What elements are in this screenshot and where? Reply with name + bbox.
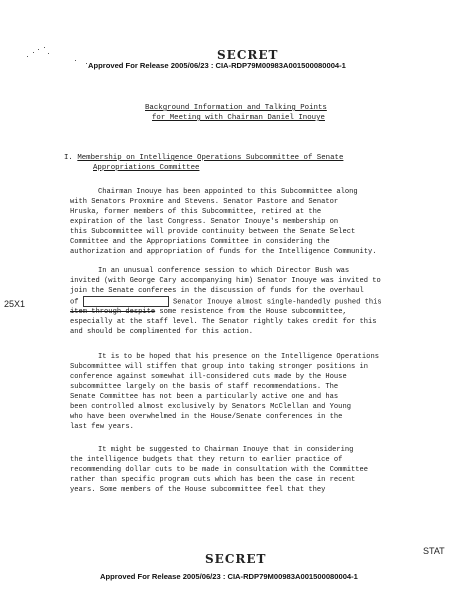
redaction-box bbox=[83, 296, 169, 307]
paragraph-line: last few years. bbox=[70, 423, 134, 431]
paragraph-line: rather than specific program cuts which has been the case in recent bbox=[70, 476, 356, 484]
paragraph-line: been controlled almost exclusively by Senators McClellan and Young bbox=[70, 403, 351, 411]
paragraph-line: subcommittee largely on the basis of staff recommendations. The bbox=[70, 383, 339, 391]
section-heading-line-2: Appropriations Committee bbox=[93, 164, 200, 172]
paragraph-line: recommending dollar cuts to be made in consultation with the Committee bbox=[70, 466, 368, 474]
paragraph-line: In an unusual conference session to which Director Bush was bbox=[98, 267, 350, 275]
paragraph-line: this Subcommittee will provide continuity between the Senate Select bbox=[70, 228, 356, 236]
document-title-line-2: for Meeting with Chairman Daniel Inouye bbox=[152, 114, 325, 122]
paragraph-1 bbox=[70, 187, 377, 257]
paragraph-line: Chairman Inouye has been appointed to this Subcommittee along bbox=[98, 188, 358, 196]
paragraph-line: especially at the staff level. The Senator rightly takes credit for this bbox=[70, 318, 377, 327]
paragraph-line-with-redaction bbox=[70, 296, 382, 307]
line-fragment: some resistence from the House subcommittee, bbox=[155, 308, 347, 317]
paragraph-line: and should be complimented for this action. bbox=[70, 328, 254, 337]
section-heading-line-1: Membership on Intelligence Operations Subcommittee of Senate bbox=[77, 154, 344, 162]
document-title-line-1: Background Information and Talking Points bbox=[145, 104, 327, 112]
paragraph-line: It is to be hoped that his presence on the Intelligence Operations bbox=[98, 353, 379, 361]
section-heading-cont bbox=[93, 164, 199, 172]
paragraph-line: Subcommittee will stiffen that group into taking stronger positions in bbox=[70, 363, 368, 371]
section-heading bbox=[64, 154, 343, 162]
line-fragment: of bbox=[70, 298, 79, 307]
margin-note-right: STAT bbox=[423, 546, 445, 556]
paragraph-line: conference against somewhat ill-considered cuts made by the House bbox=[70, 373, 347, 381]
paragraph-line: years. Some members of the House subcommittee feel that they bbox=[70, 486, 326, 494]
struck-text: item through despite bbox=[70, 308, 156, 317]
paragraph-line bbox=[70, 307, 382, 317]
paragraph-line: with Senators Proxmire and Stevens. Senator Pastore and Senator bbox=[70, 198, 339, 206]
paragraph-4 bbox=[70, 445, 368, 495]
security-stamp-top: SECRET bbox=[217, 48, 279, 62]
paragraph-2 bbox=[70, 266, 382, 337]
paragraph-line: invited (with George Cary accompanying him) Senator Inouye was invited to bbox=[70, 277, 381, 285]
paragraph-line: who have been overwhelmed in the House/Senate conferences in the bbox=[70, 413, 343, 421]
paragraph-line: Senate Committee has not been a particularly active one and has bbox=[70, 393, 339, 401]
release-line-top: Approved For Release 2005/06/23 : CIA-RDP79M00983A001500080004-1 bbox=[88, 61, 346, 70]
paragraph-line: It might be suggested to Chairman Inouye that in considering bbox=[98, 446, 354, 454]
release-line-bottom: Approved For Release 2005/06/23 : CIA-RDP79M00983A001500080004-1 bbox=[100, 572, 358, 581]
paragraph-line: Committee and the Appropriations Committee in considering the bbox=[70, 238, 330, 246]
security-stamp-bottom: SECRET bbox=[205, 552, 267, 566]
paragraph-line: authorization and appropriation of funds for the Intelligence Community. bbox=[70, 248, 377, 256]
line-fragment: Senator Inouye almost single-handedly pushed this bbox=[173, 298, 382, 307]
paragraph-line: expiration of the last Congress. Senator Inouye's membership on bbox=[70, 218, 339, 226]
paragraph-line: the intelligence budgets that they return to earlier practice of bbox=[70, 456, 343, 464]
paragraph-line: join the Senate conferees in the discussion of funds for the overhaul bbox=[70, 287, 364, 295]
section-number: I. bbox=[64, 154, 73, 162]
paragraph-3 bbox=[70, 352, 379, 432]
margin-note-left: 25X1 bbox=[4, 299, 26, 309]
paragraph-line: Hruska, former members of this Subcommittee, retired at the bbox=[70, 208, 322, 216]
